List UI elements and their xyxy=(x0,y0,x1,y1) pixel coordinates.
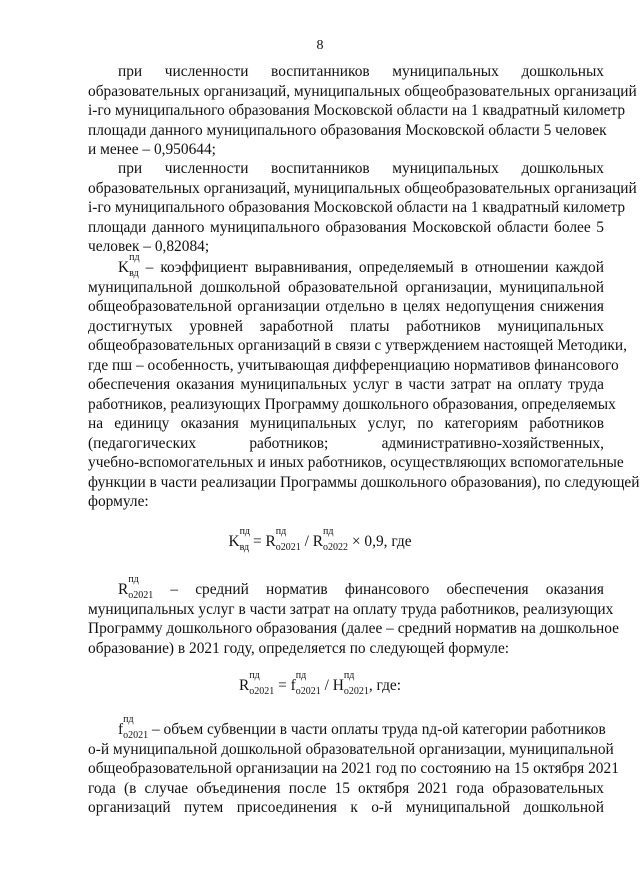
symbol-f-o2021: f пд о2021 xyxy=(118,714,149,741)
text-line: формуле: xyxy=(88,493,149,510)
text-line: муниципальной дошкольной образовательной организации, муниципальной xyxy=(88,278,604,296)
text-line: образование) в 2021 году, определяется по следующей формуле: xyxy=(88,639,510,657)
text-line: при численности воспитанников муниципальных дошкольных xyxy=(118,63,604,80)
text-line: организаций путем присоединения к о-й муниципальной дошкольной xyxy=(88,799,604,816)
text-line: образовательных организаций, муниципальных общеобразовательных организаций xyxy=(88,82,637,100)
text-line: общеобразовательной организации отдельно в целях недопущения снижения xyxy=(88,298,604,315)
text-line: человек – 0,82084; xyxy=(88,238,210,255)
text-line: R пд о2021 – средний норматив финансового обеспечения оказания xyxy=(118,574,604,601)
text-line: образовательных организаций, муниципальных общеобразовательных организаций xyxy=(88,179,637,197)
paragraph-3 xyxy=(88,252,640,512)
symbol-k-vd: K пд вд xyxy=(118,252,140,279)
text-line: обеспечения оказания муниципальных услуг в части затрат на оплату труда xyxy=(88,376,604,393)
text-line: и менее – 0,950644; xyxy=(88,141,216,158)
text-line: учебно-вспомогательных и иных работников, осуществляющих вспомогательные xyxy=(88,454,624,471)
paragraph-2 xyxy=(88,159,637,257)
text-line: f пд о2021 – объем субвенции в части оплаты труда nд-ой категории работников xyxy=(118,714,606,741)
paragraph-4 xyxy=(88,574,619,658)
text-line: года (в случае объединения после 15 октября 2021 года образовательных xyxy=(88,779,604,797)
text-line: на единицу оказания муниципальных услуг, по категориям работников xyxy=(88,415,604,432)
text-line: i-го муниципального образования Московской области на 1 квадратный километр xyxy=(88,102,626,119)
formula-r-o2021: R пд о2021 = f пд о2021 / H пд о2021, где: xyxy=(238,670,402,697)
text-line: работников, реализующих Программу дошкольного образования, определяемых xyxy=(88,395,616,413)
text-line: достигнутых уровней заработной платы работников муниципальных xyxy=(88,317,604,335)
text-line: площади данного муниципального образования Московской области более 5 xyxy=(88,218,604,236)
text-line: (педагогических работников; административно-хозяйственных, xyxy=(88,434,604,452)
text-line: общеобразовательной организации на 2021 год по состоянию на 15 октября 2021 xyxy=(88,760,619,777)
text-line: K пд вд – коэффициент выравнивания, определяемый в отношении каждой xyxy=(118,252,604,279)
paragraph-5 xyxy=(88,714,619,818)
text-line: общеобразовательных организаций в связи с утверждением настоящей Методики, xyxy=(88,337,627,354)
text-line: где пш – особенность, учитывающая дифференциацию нормативов финансового xyxy=(88,356,619,374)
text-line: i-го муниципального образования Московской области на 1 квадратный километр xyxy=(88,199,626,216)
formula-k-vd: K пд вд = R пд о2021 / R пд о2022 × 0,9, где xyxy=(228,526,412,553)
text-line: функции в части реализации Программы дошкольного образования), по следующей xyxy=(88,473,640,491)
text-line: площади данного муниципального образования Московской области 5 человек xyxy=(88,121,607,139)
symbol-r-o2021: R пд о2021 xyxy=(118,574,154,601)
text-line: Программу дошкольного образования (далее – средний норматив на дошкольное xyxy=(88,620,619,637)
paragraph-1 xyxy=(88,62,637,160)
text-line: о-й муниципальной дошкольной образовательной организации, муниципальной xyxy=(88,740,614,758)
text-line: при численности воспитанников муниципальных дошкольных xyxy=(118,160,604,177)
text-line: муниципальных услуг в части затрат на оплату труда работников, реализующих xyxy=(88,600,614,618)
page-number: 8 xyxy=(316,38,324,53)
